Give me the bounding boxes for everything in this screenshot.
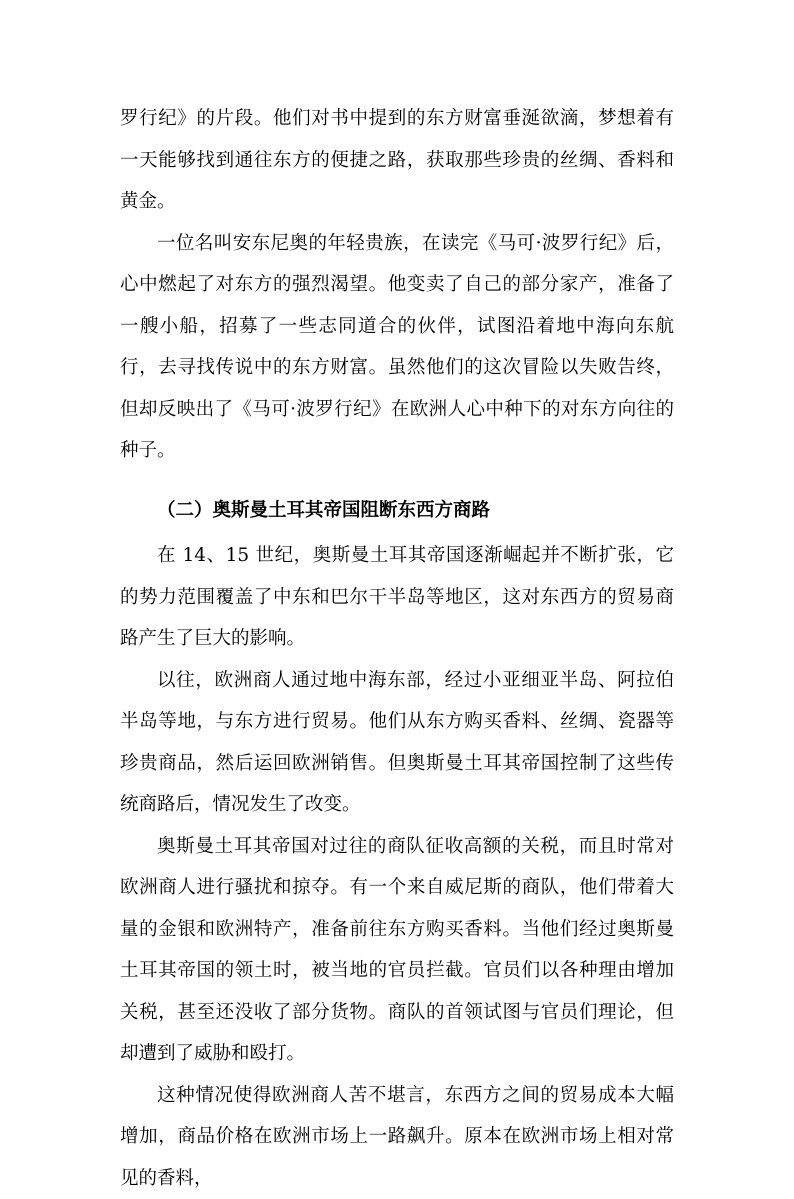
paragraph-continuation: 罗行纪》的片段。他们对书中提到的东方财富垂涎欲滴，梦想着有一天能够找到通往东方的便捷之路，获取那些珍贵的丝绸、香料和黄金。 (120, 98, 674, 223)
paragraph-costs: 这种情况使得欧洲商人苦不堪言，东西方之间的贸易成本大幅增加，商品价格在欧洲市场上一路飙升。原本在欧洲市场上相对常见的香料， (120, 1075, 674, 1199)
paragraph-trade-routes: 以往，欧洲商人通过地中海东部，经过小亚细亚半岛、阿拉伯半岛等地，与东方进行贸易。他们从东方购买香料、丝绸、瓷器等珍贵商品，然后运回欧洲销售。但奥斯曼土耳其帝国控制了这些传统商路后，情况发生了改变。 (120, 660, 674, 826)
section-heading: （二）奥斯曼土耳其帝国阻断东西方商路 (120, 490, 674, 532)
paragraph-tariffs: 奥斯曼土耳其帝国对过往的商队征收高额的关税，而且时常对欧洲商人进行骚扰和掠夺。有一个来自威尼斯的商队，他们带着大量的金银和欧洲特产，准备前往东方购买香料。当他们经过奥斯曼土耳其帝国的领土时，被当地的官员拦截。官员们以各种理由增加关税，甚至还没收了部分货物。商队的首领试图与官员们理论，但却遭到了威胁和殴打。 (120, 826, 674, 1075)
document-body (120, 98, 674, 1199)
paragraph-ottoman-rise: 在 14、15 世纪，奥斯曼土耳其帝国逐渐崛起并不断扩张，它的势力范围覆盖了中东和巴尔干半岛等地区，这对东西方的贸易商路产生了巨大的影响。 (120, 535, 674, 660)
paragraph-antonio: 一位名叫安东尼奥的年轻贵族，在读完《马可·波罗行纪》后，心中燃起了对东方的强烈渴望。他变卖了自己的部分家产，准备了一艘小船，招募了一些志同道合的伙伴，试图沿着地中海向东航行，去寻找传说中的东方财富。虽然他们的这次冒险以失败告终，但却反映出了《马可·波罗行纪》在欧洲人心中种下的对东方向往的种子。 (120, 223, 674, 472)
